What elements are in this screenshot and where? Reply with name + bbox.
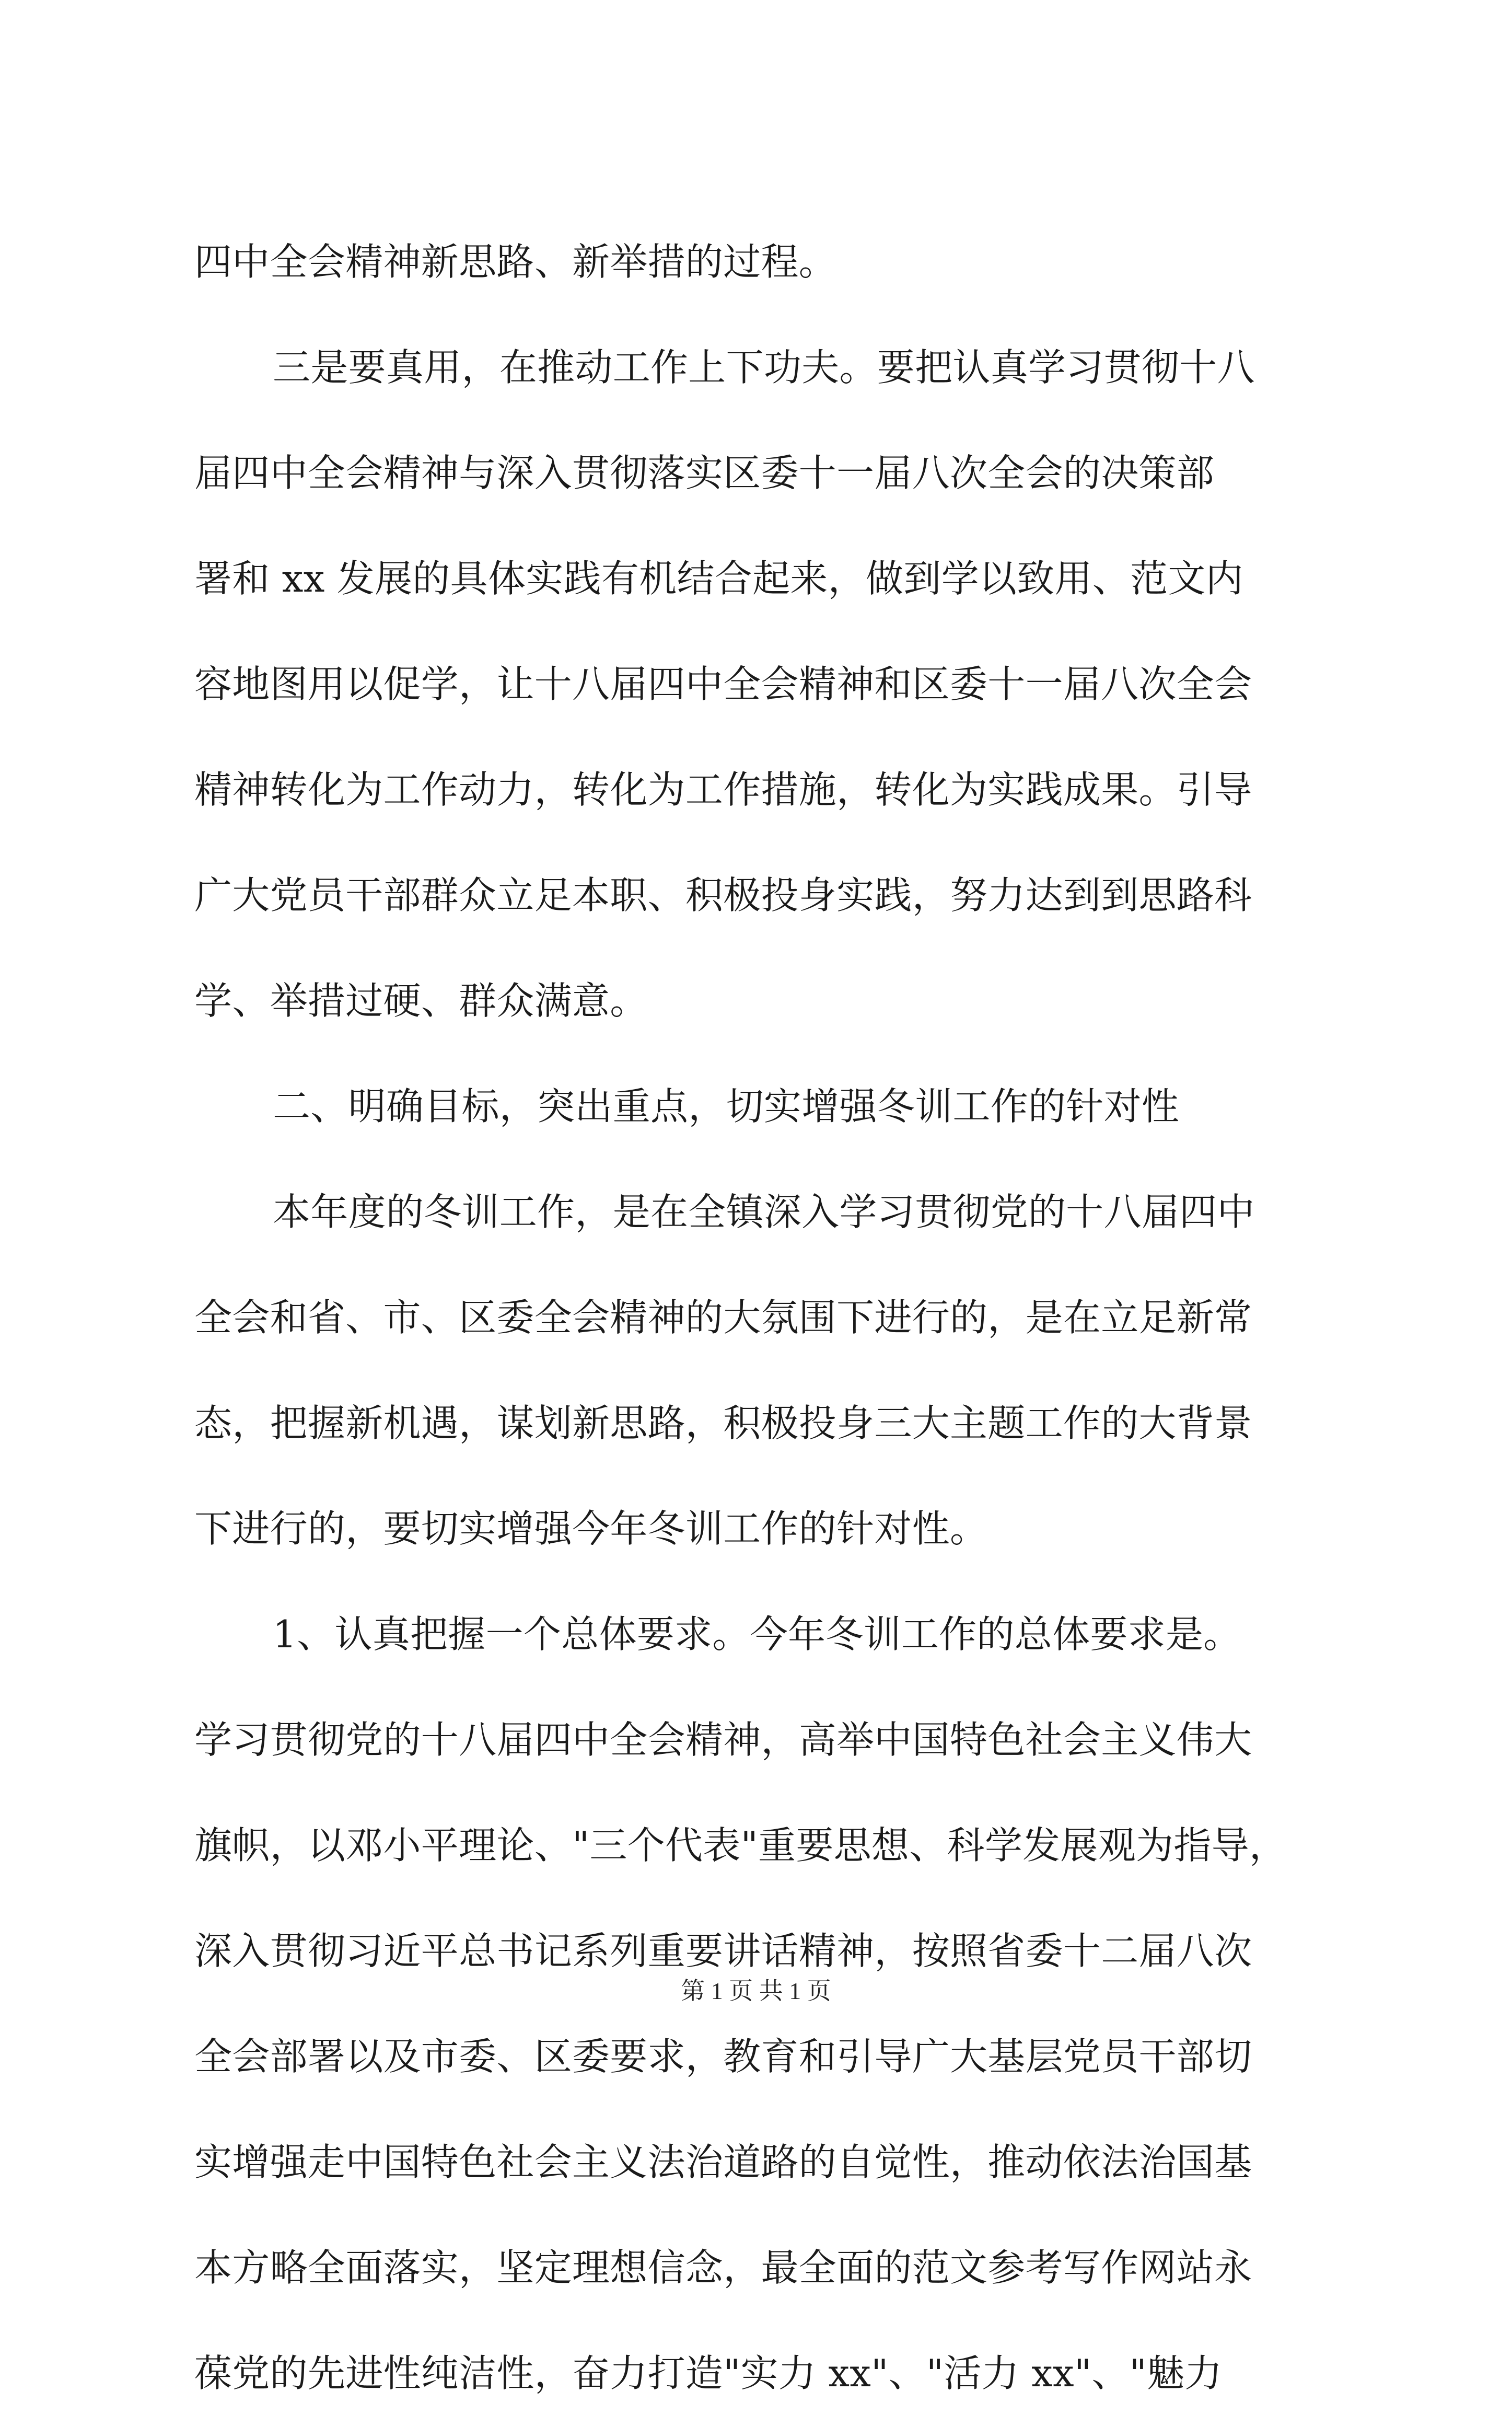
- text-line: 葆党的先进性纯洁性，奋力打造"实力 xx"、"活力 xx"、"魅力: [194, 2351, 1223, 2395]
- text-line: 学习贯彻党的十八届四中全会精神，高举中国特色社会主义伟大: [194, 1718, 1252, 1762]
- paragraph-start-line: 本年度的冬训工作，是在全镇深入学习贯彻党的十八届四中: [273, 1190, 1255, 1234]
- paragraph-start-line: 三是要真用，在推动工作上下功夫。要把认真学习贯彻十八: [273, 345, 1255, 389]
- document-body: [194, 209, 1325, 2426]
- text-line: 态，把握新机遇，谋划新思路，积极投身三大主题工作的大背景: [194, 1401, 1252, 1445]
- section-heading: 二、明确目标，突出重点，切实增强冬训工作的针对性: [273, 1084, 1180, 1128]
- text-line: 广大党员干部群众立足本职、积极投身实践，努力达到到思路科: [194, 873, 1252, 917]
- text-line: 精神转化为工作动力，转化为工作措施，转化为实践成果。引导: [194, 768, 1252, 812]
- text-line: 全会部署以及市委、区委要求，教育和引导广大基层党员干部切: [194, 2035, 1252, 2078]
- text-line: 署和 xx 发展的具体实践有机结合起来，做到学以致用、范文内: [194, 557, 1243, 600]
- text-line: 届四中全会精神与深入贯彻落实区委十一届八次全会的决策部: [194, 451, 1215, 495]
- text-line: 容地图用以促学，让十八届四中全会精神和区委十一届八次全会: [194, 662, 1252, 706]
- text-line: 深入贯彻习近平总书记系列重要讲话精神，按照省委十二届八次: [194, 1929, 1252, 1973]
- text-line: 学、举措过硬、群众满意。: [194, 979, 648, 1023]
- text-line: 四中全会精神新思路、新举措的过程。: [194, 240, 837, 284]
- text-line: 下进行的，要切实增强今年冬训工作的针对性。: [194, 1507, 988, 1551]
- text-line: 旗帜，以邓小平理论、"三个代表"重要思想、科学发展观为指导，: [194, 1823, 1287, 1867]
- page-number-footer: 第 1 页 共 1 页: [681, 1978, 831, 2004]
- text-line: 本方略全面落实，坚定理想信念，最全面的范文参考写作网站永: [194, 2246, 1252, 2290]
- text-line: 实增强走中国特色社会主义法治道路的自觉性，推动依法治国基: [194, 2140, 1252, 2184]
- paragraph-start-line: 1、认真把握一个总体要求。今年冬训工作的总体要求是。: [273, 1612, 1241, 1656]
- text-line: 全会和省、市、区委全会精神的大氛围下进行的，是在立足新常: [194, 1296, 1252, 1339]
